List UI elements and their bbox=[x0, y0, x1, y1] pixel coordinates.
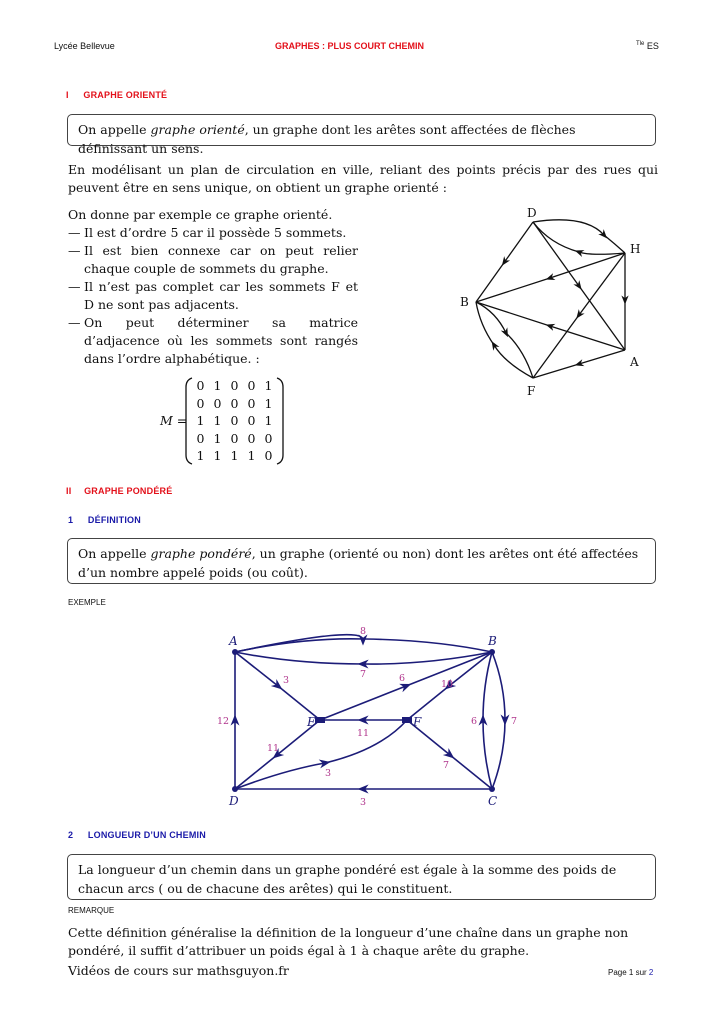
remark-label: REMARQUE bbox=[68, 906, 115, 915]
footer-page bbox=[608, 968, 653, 977]
footer-page-total-link[interactable]: 2 bbox=[648, 968, 654, 977]
vertex-F: F bbox=[413, 715, 422, 729]
section1-number: I bbox=[66, 90, 69, 100]
section1-heading bbox=[66, 90, 167, 100]
bullet-dash: — bbox=[68, 315, 81, 330]
definition-box-weighted bbox=[67, 538, 656, 584]
matrix-label: M = bbox=[160, 413, 188, 428]
subsection1-heading bbox=[68, 515, 141, 525]
matrix-right-paren bbox=[276, 377, 284, 465]
weight-FE: 11 bbox=[357, 728, 370, 739]
def-prefix: On appelle bbox=[78, 122, 151, 137]
matrix-row: 0 1 0 0 0 bbox=[196, 430, 273, 446]
directed-graph bbox=[440, 200, 670, 400]
subsection1-title: DÉFINITION bbox=[87, 515, 141, 525]
vertex-B: B bbox=[460, 295, 469, 309]
matrix-row: 1 1 1 1 0 bbox=[196, 448, 273, 463]
adjacency-matrix bbox=[188, 377, 277, 465]
example-label: EXEMPLE bbox=[68, 598, 106, 607]
weight-AB: 8 bbox=[360, 626, 367, 637]
bullet-item bbox=[68, 314, 358, 368]
bullet-text: On peut déterminer sa matrice d’adjacence où les sommets sont rangés dans l’ordre alphabétique. : bbox=[84, 315, 358, 366]
matrix-left-paren bbox=[185, 377, 193, 465]
header-level-sup: Tle bbox=[636, 41, 645, 47]
weight-BC: 7 bbox=[511, 716, 518, 727]
header-school: Lycée Bellevue bbox=[54, 41, 115, 51]
section2-number: II bbox=[66, 486, 72, 496]
weight-FC: 7 bbox=[443, 760, 450, 771]
example-intro: On donne par exemple ce graphe orienté. bbox=[68, 207, 333, 222]
footer-page-prefix: Page 1 sur bbox=[608, 968, 649, 977]
vertex-H: H bbox=[630, 242, 641, 256]
section2-title: GRAPHE PONDÉRÉ bbox=[84, 486, 173, 496]
weight-CD: 3 bbox=[360, 797, 367, 808]
def2-prefix: On appelle bbox=[78, 546, 151, 561]
footer-videos: Vidéos de cours sur mathsguyon.fr bbox=[68, 963, 289, 978]
def2-suffix: , un graphe (orienté ou non) dont les arêtes ont été affectées d’un nombre appelé poids (ou coût). bbox=[78, 546, 639, 580]
def2-term: graphe pondéré bbox=[150, 546, 252, 561]
section2-heading bbox=[66, 486, 172, 496]
bullet-text: Il n’est pas complet car les sommets F et D ne sont pas adjacents. bbox=[84, 279, 358, 312]
matrix-row: 1 1 0 0 1 bbox=[196, 413, 273, 428]
intro-paragraph: En modélisant un plan de circulation en ville, reliant des points précis par des rues qui peuvent être en sens unique, on obtient un graphe orienté : bbox=[68, 162, 658, 195]
weight-DF: 3 bbox=[325, 768, 332, 779]
definition-box-length: La longueur d’un chemin dans un graphe pondéré est égale à la somme des poids de chacun arcs ( ou de chacune des arêtes) qui le constituent. bbox=[67, 854, 656, 900]
subsection2-title: LONGUEUR D’UN CHEMIN bbox=[87, 830, 206, 840]
subsection2-number: 2 bbox=[68, 830, 74, 840]
vertex-A: A bbox=[630, 355, 639, 369]
subsection1-number: 1 bbox=[68, 515, 74, 525]
bullet-item bbox=[68, 224, 358, 242]
vertex-B: B bbox=[488, 634, 497, 648]
vertex-A: A bbox=[229, 634, 238, 648]
bullet-dash: — bbox=[68, 225, 81, 240]
vertex-D: D bbox=[527, 206, 537, 220]
example-text bbox=[68, 206, 358, 368]
matrix-row: 0 1 0 0 1 bbox=[196, 378, 273, 393]
vertex-F: F bbox=[527, 384, 536, 398]
weighted-graph bbox=[215, 620, 525, 810]
matrix-row: 0 0 0 0 1 bbox=[196, 395, 273, 411]
weight-CB: 6 bbox=[471, 716, 478, 727]
header-title: GRAPHES : PLUS COURT CHEMIN bbox=[275, 41, 425, 51]
subsection2-heading bbox=[68, 830, 206, 840]
vertex-D: D bbox=[229, 794, 239, 808]
bullet-item bbox=[68, 278, 358, 314]
bullet-text: Il est bien connexe car on peut relier chaque couple de sommets du graphe. bbox=[84, 243, 358, 276]
weight-BF: 10 bbox=[441, 679, 454, 690]
definition-box-oriented bbox=[67, 114, 656, 156]
bullet-item bbox=[68, 242, 358, 278]
def-suffix: , un graphe dont les arêtes sont affectées de flèches définissant un sens. bbox=[78, 122, 576, 156]
header-level-text: ES bbox=[646, 41, 659, 51]
bullet-dash: — bbox=[68, 279, 81, 294]
vertex-C: C bbox=[488, 794, 498, 808]
weight-AE: 3 bbox=[283, 675, 290, 686]
matrix-body bbox=[188, 377, 277, 465]
weight-DA: 12 bbox=[217, 716, 230, 727]
header-level bbox=[636, 41, 659, 51]
vertex-E: E bbox=[307, 715, 316, 729]
remark-text: Cette définition généralise la définition de la longueur d’une chaîne dans un graphe non pondéré, il suffit d’attribuer un poids égal à 1 à chaque arête du graphe. bbox=[68, 925, 629, 958]
weight-EB: 6 bbox=[399, 673, 406, 684]
bullet-text: Il est d’ordre 5 car il possède 5 sommets. bbox=[84, 225, 347, 240]
bullet-dash: — bbox=[68, 243, 81, 258]
def-term: graphe orienté bbox=[150, 122, 245, 137]
weight-ED: 11 bbox=[267, 743, 280, 754]
weight-BA: 7 bbox=[360, 669, 367, 680]
section1-title: GRAPHE ORIENTÉ bbox=[83, 90, 168, 100]
